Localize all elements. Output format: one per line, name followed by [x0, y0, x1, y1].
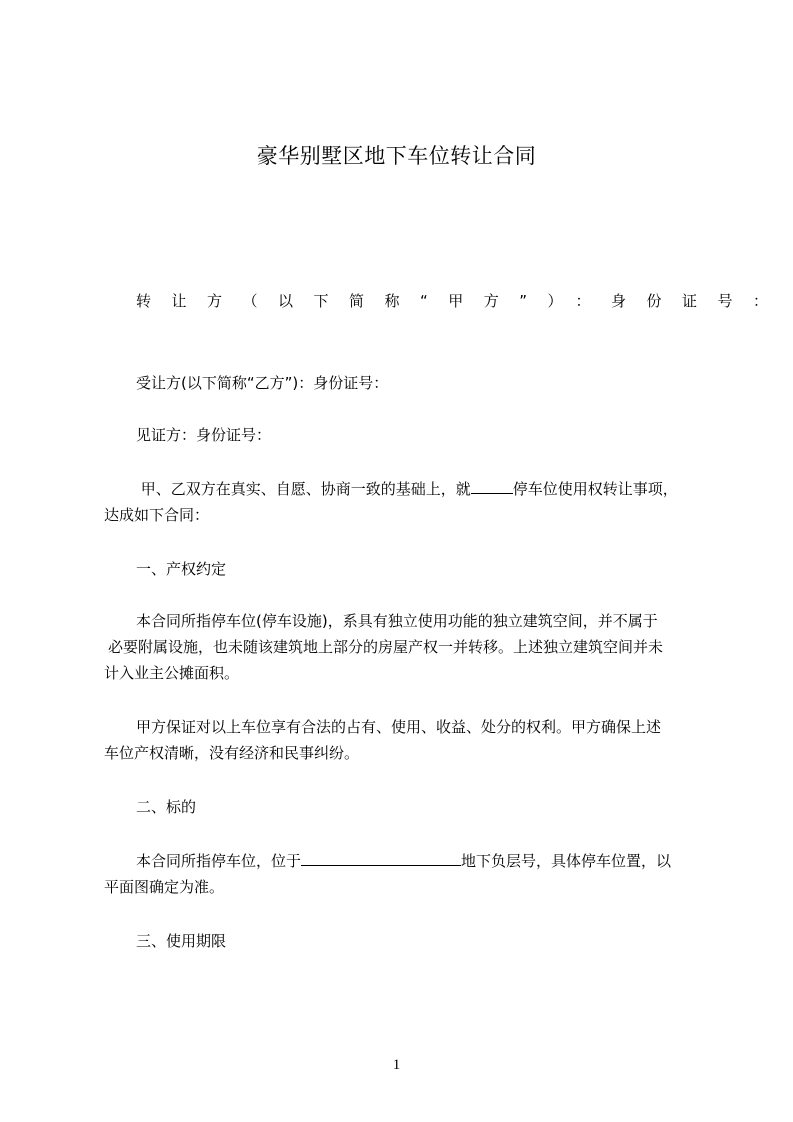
section1-p2-line1: 甲方保证对以上车位享有合法的占有、使用、收益、处分的权利。甲方确保上述 — [136, 718, 662, 736]
section1-heading: 一、产权约定 — [136, 560, 227, 578]
intro-line-1 — [136, 476, 702, 502]
section1-p1-line2: 必要附属设施，也未随该建筑地上部分的房屋产权一并转移。上述独立建筑空间并未 — [108, 638, 664, 656]
page-number: 1 — [392, 1057, 401, 1073]
location-blank — [301, 851, 461, 866]
section2-p1-line1 — [136, 848, 702, 874]
transferor-line: 转让方（以下简称“甲方”）：身份证号： — [136, 292, 789, 310]
section2-heading: 二、标的 — [136, 798, 197, 816]
section3-heading: 三、使用期限 — [136, 932, 227, 950]
intro-text-part1: 甲、乙双方在真实、自愿、协商一致的基础上，就 — [140, 480, 471, 498]
transferee-line: 受让方(以下简称“乙方”)：身份证号： — [136, 374, 389, 392]
witness-line: 见证方：身份证号： — [136, 426, 272, 444]
intro-text-part2: 停车位使用权转让事项， — [512, 480, 678, 498]
intro-blank — [471, 479, 513, 494]
section2-text-part2: 地下负层号，具体停车位置，以 — [461, 852, 672, 870]
intro-line-2: 达成如下合同： — [104, 506, 210, 524]
section2-text-part1: 本合同所指停车位，位于 — [136, 852, 302, 870]
section1-p2-line2: 车位产权清晰，没有经济和民事纠纷。 — [104, 744, 360, 762]
section1-p1-line3: 计入业主公摊面积。 — [104, 664, 240, 682]
section1-p1-line1: 本合同所指停车位(停车设施)，系具有独立使用功能的独立建筑空间，并不属于 — [136, 612, 658, 630]
section2-p1-line2: 平面图确定为准。 — [104, 878, 225, 896]
document-title: 豪华别墅区地下车位转让合同 — [256, 144, 537, 168]
